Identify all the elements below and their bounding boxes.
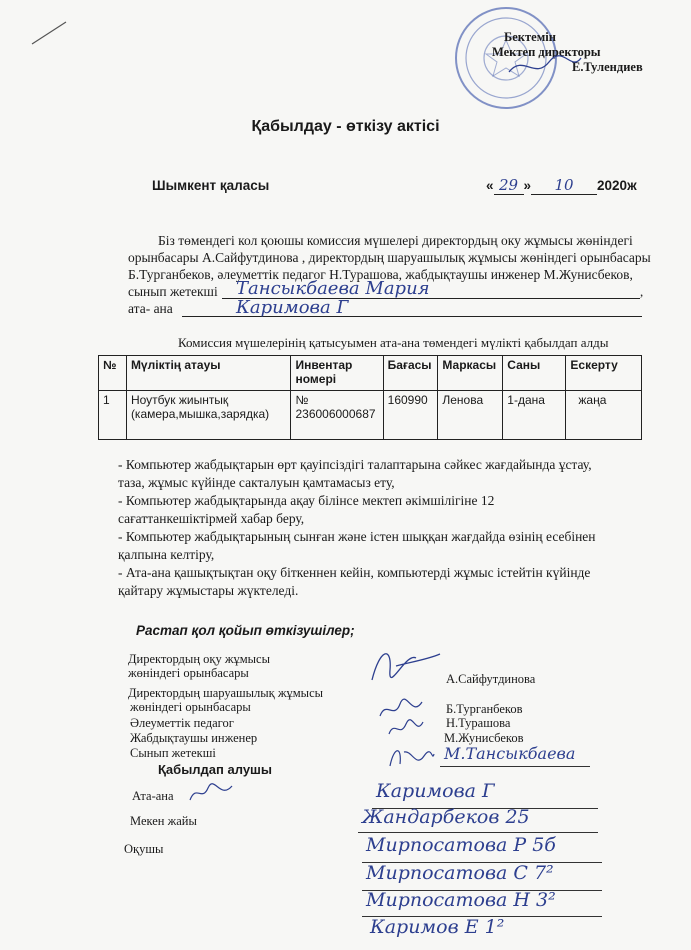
table-row bbox=[99, 391, 642, 440]
student-name: Мирпосатова С 7² bbox=[366, 862, 554, 884]
document-title: Қабылдау - өткізу актісі bbox=[251, 118, 440, 135]
cell-quantity: 1-дана bbox=[503, 391, 566, 440]
intro-line2: орынбасары А.Сайфутдинова , директордың шаруашылық жұмысы жөніндегі орынбасары bbox=[128, 250, 651, 265]
comma: , bbox=[640, 284, 644, 299]
class-teacher-handwritten: Тансыкбаева Мария bbox=[236, 278, 430, 299]
class-teacher-label: сынып жетекші bbox=[128, 284, 218, 299]
signer-role: Әлеуметтік педагог bbox=[130, 716, 234, 730]
rule-line: - Ата-ана қашықтықтан оқу біткеннен кейін, компьютерді жұмыс істейтін күйінде bbox=[118, 565, 591, 580]
signers-heading: Растап қол қойып өткізушілер; bbox=[136, 623, 355, 638]
cell-price: 160990 bbox=[383, 391, 438, 440]
cell-note: жаңа bbox=[566, 391, 642, 440]
student-name: Мирпосатова Н 3² bbox=[366, 889, 556, 911]
asset-table bbox=[98, 355, 642, 440]
header-asset-name: Мүліктің атауы bbox=[126, 356, 291, 391]
signature-saifutdinova bbox=[366, 640, 446, 690]
header-brand: Маркасы bbox=[438, 356, 503, 391]
parent-signature bbox=[186, 782, 236, 806]
approval-line1: Бектемін bbox=[504, 30, 556, 44]
signer-role: жөніндегі орынбасары bbox=[128, 666, 249, 680]
date-year: 2020ж bbox=[597, 178, 637, 193]
address-line bbox=[358, 832, 598, 833]
header-inventory: Инвентар номері bbox=[291, 356, 383, 391]
intro-paragraph bbox=[128, 232, 658, 317]
approval-line3: Е.Тулендиев bbox=[572, 60, 643, 74]
pen-mark bbox=[30, 18, 70, 48]
receiver-parent-handwritten: Каримова Г bbox=[376, 780, 495, 802]
header-number: № bbox=[99, 356, 127, 391]
date-close-quote: » bbox=[523, 178, 532, 193]
rule-line: - Компьютер жабдықтарында ақау білінсе мектеп әкімшілігіне 12 bbox=[118, 493, 495, 508]
receiver-parent-label: Ата-ана bbox=[132, 789, 174, 803]
signer-name: Б.Турганбеков bbox=[446, 702, 523, 716]
signer-name: М.Жунисбеков bbox=[444, 731, 524, 745]
table-header-row bbox=[99, 356, 642, 391]
header-note: Ескерту bbox=[566, 356, 642, 391]
signer-name: А.Сайфутдинова bbox=[446, 672, 536, 686]
rules-list bbox=[118, 456, 663, 600]
address-handwritten: Жандарбеков 25 bbox=[362, 806, 530, 828]
student-name: Каримов Е 1² bbox=[370, 916, 505, 938]
cell-asset-name: Ноутбук жиынтық (камера,мышка,зарядка) bbox=[126, 391, 291, 440]
signer-line bbox=[440, 766, 590, 767]
date-day: 29 bbox=[494, 176, 524, 195]
parent-label: ата- ана bbox=[128, 301, 173, 316]
header-price: Бағасы bbox=[383, 356, 438, 391]
rule-line: қалпына келтіру, bbox=[118, 547, 215, 562]
rule-line: сағаттанкешіктірмей хабар беру, bbox=[118, 511, 305, 526]
rule-line: - Компьютер жабдықтарын өрт қауіпсіздігі талаптарына сәйкес жағдайында ұстау, bbox=[118, 457, 592, 472]
student-label: Оқушы bbox=[124, 842, 164, 856]
header-quantity: Саны bbox=[503, 356, 566, 391]
signer-role: Жабдықтаушы инженер bbox=[130, 731, 258, 745]
approval-line2: Мектеп директоры bbox=[492, 45, 601, 59]
date-month: 10 bbox=[531, 176, 597, 195]
intro-line3: Б.Турганбеков, әлеуметтік педагог Н.Турашова, жабдықтаушы инженер М.Жунисбеков, bbox=[128, 267, 633, 282]
signer-role: жөніндегі орынбасары bbox=[130, 700, 251, 714]
signer-name: Н.Турашова bbox=[446, 716, 511, 730]
signature-tansykbaeva bbox=[386, 742, 436, 772]
date-open-quote: « bbox=[486, 178, 494, 193]
cell-inventory: № 236006000687 bbox=[291, 391, 383, 440]
commission-intro: Комиссия мүшелерінің қатысуымен ата-ана төмендегі мүлікті қабылдап алды bbox=[178, 335, 609, 350]
rule-line: қайтару жұмыстары жүктеледі. bbox=[118, 583, 299, 598]
cell-brand: Ленова bbox=[438, 391, 503, 440]
director-signature bbox=[505, 52, 585, 82]
signer-role: Сынып жетекші bbox=[130, 746, 216, 760]
signer-role: Директордың оқу жұмысы bbox=[128, 652, 270, 666]
rule-line: - Компьютер жабдықтарының сынған және істен шыққан жағдайда өзінің есебінен bbox=[118, 529, 596, 544]
student-name: Мирпосатова Р 5б bbox=[366, 834, 556, 856]
parent-handwritten: Каримова Г bbox=[236, 297, 349, 318]
signer-role: Директордың шаруашылық жұмысы bbox=[128, 686, 324, 700]
cell-number: 1 bbox=[99, 391, 127, 440]
document-date bbox=[486, 176, 637, 195]
signer-name-handwritten: М.Тансыкбаева bbox=[444, 744, 576, 763]
intro-line1: Біз төмендегі кол қоюшы комиссия мүшелері директордың оку жұмысы жөніндегі bbox=[158, 233, 633, 248]
signature-turashova bbox=[386, 718, 426, 740]
city-label: Шымкент қаласы bbox=[152, 178, 270, 193]
receivers-heading: Қабылдап алушы bbox=[158, 762, 272, 777]
address-label: Мекен жайы bbox=[130, 814, 197, 828]
rule-line: таза, жұмыс күйінде сакталуын қамтамасыз ету, bbox=[118, 475, 395, 490]
